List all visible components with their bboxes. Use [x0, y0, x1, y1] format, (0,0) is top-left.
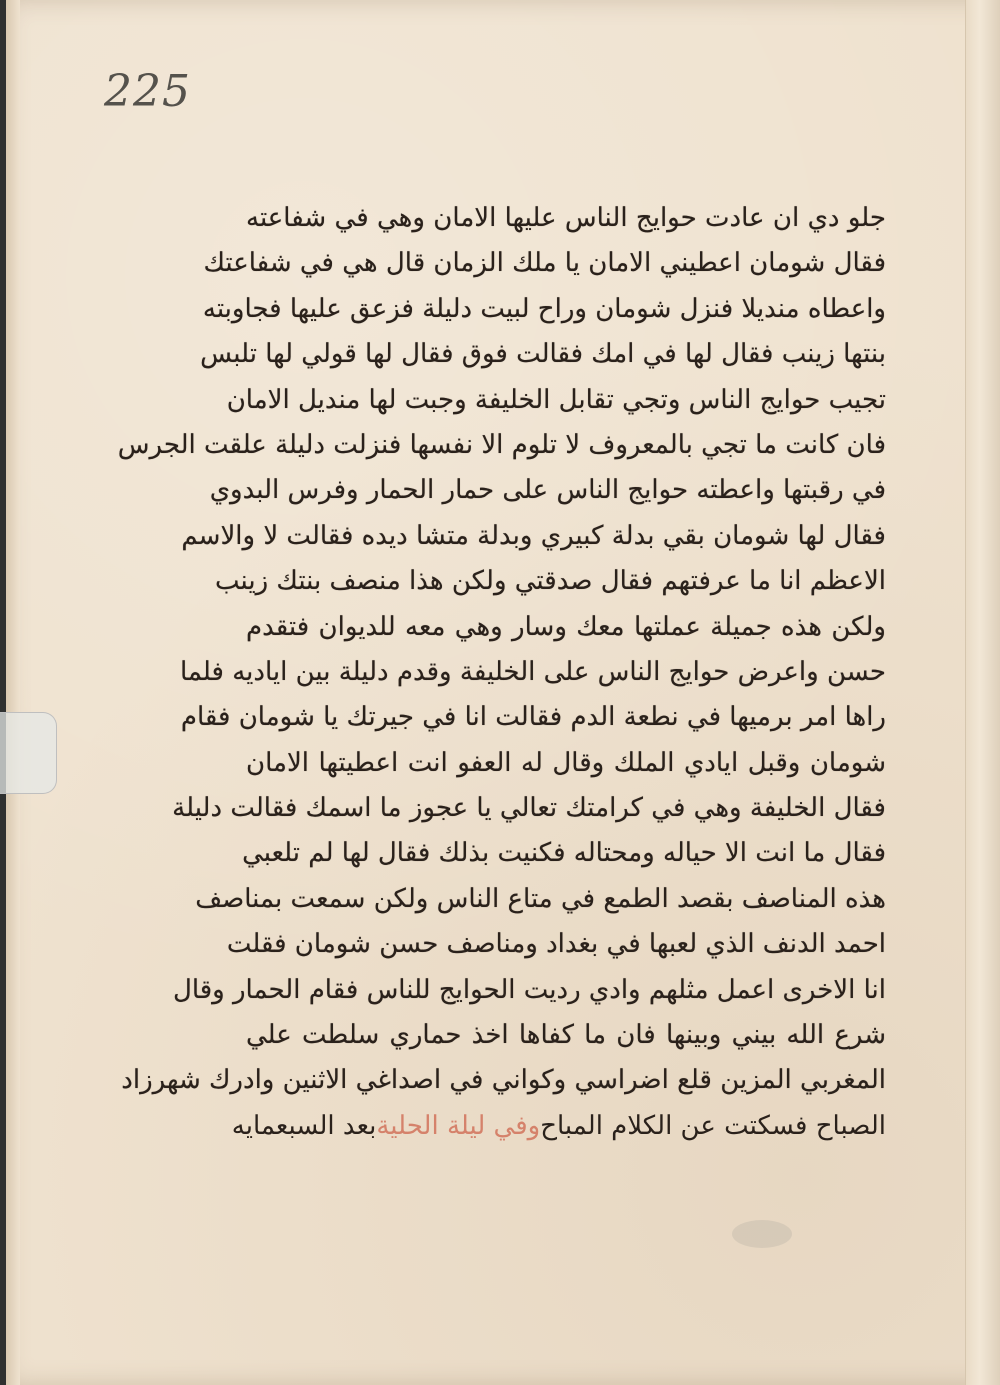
- page-marker-tab: [0, 712, 57, 794]
- text-line: فقال ما انت الا حياله ومحتاله فكنيت بذلك فقال لها لم تلعبي: [242, 838, 886, 869]
- text-line: تجيب حوايج الناس وتجي تقابل الخليفة وجبت لها منديل الامان: [226, 384, 886, 415]
- text-line: حسن واعرض حوايج الناس على الخليفة وقدم دليلة بين اياديه فلما: [179, 656, 886, 687]
- final-line-start: الصباح فسكتت عن الكلام المباح: [540, 1110, 886, 1141]
- final-text-line: [231, 1104, 886, 1149]
- text-line: راها امر برميها في نطعة الدم فقالت انا في جيرتك يا شومان فقام: [180, 702, 886, 733]
- text-line: في رقبتها واعطته حوايج الناس على حمار الحمار وفرس البدوي: [209, 475, 886, 506]
- rubric-heading: وفي ليلة الحلية: [376, 1110, 541, 1141]
- text-line: شرع الله بيني وبينها فان ما كفاها اخذ حماري سلطت علي: [246, 1020, 886, 1051]
- text-line: فقال شومان اعطيني الامان يا ملك الزمان قال هي في شفاعتك: [203, 248, 886, 279]
- text-line: احمد الدنف الذي لعبها في بغداد ومناصف حسن شومان فقلت: [226, 929, 886, 960]
- text-line: شومان وقبل ايادي الملك وقال له العفو انت اعطيتها الامان: [246, 747, 886, 778]
- text-line: فقال لها شومان بقي بدلة كبيري وبدلة متشا ديده فقالت لا والاسم: [181, 520, 886, 551]
- manuscript-text: [117, 196, 886, 1149]
- manuscript-page: [6, 0, 1000, 1385]
- text-line: واعطاه منديلا فنزل شومان وراح لبيت دليلة فزعق عليها فجاوبته: [202, 293, 886, 324]
- paper-stain: [732, 1220, 792, 1248]
- text-line: انا الاخرى اعمل مثلهم وادي رديت الحوايج للناس فقام الحمار وقال: [172, 974, 886, 1005]
- text-line: بنتها زينب فقال لها في امك فقالت فوق فقال لها قولي لها تلبس: [200, 339, 886, 370]
- text-line: جلو دي ان عادت حوايج الناس عليها الامان وهي في شفاعته: [246, 203, 886, 233]
- text-line: الاعظم انا ما عرفتهم فقال صدقتي ولكن هذا منصف بنتك زينب: [214, 566, 886, 597]
- text-line: فقال الخليفة وهي في كرامتك تعالي يا عجوز ما اسمك فقالت دليلة: [172, 793, 886, 824]
- folio-number: 225: [104, 66, 191, 117]
- page-right-edge: [965, 0, 1000, 1385]
- page-left-edge: [6, 0, 20, 1385]
- text-line: هذه المناصف بقصد الطمع في متاع الناس ولكن سمعت بمناصف: [195, 883, 886, 914]
- text-line: فان كانت ما تجي بالمعروف لا تلوم الا نفسها فنزلت دليلة علقت الجرس: [117, 429, 886, 460]
- text-line: المغربي المزين قلع اضراسي وكواني في اصداغي الاثنين وادرك شهرزاد: [121, 1065, 886, 1096]
- catchword: بعد السبعمايه: [231, 1110, 377, 1141]
- text-line: ولكن هذه جميلة عملتها معك وسار وهي معه للديوان فتقدم: [246, 611, 886, 642]
